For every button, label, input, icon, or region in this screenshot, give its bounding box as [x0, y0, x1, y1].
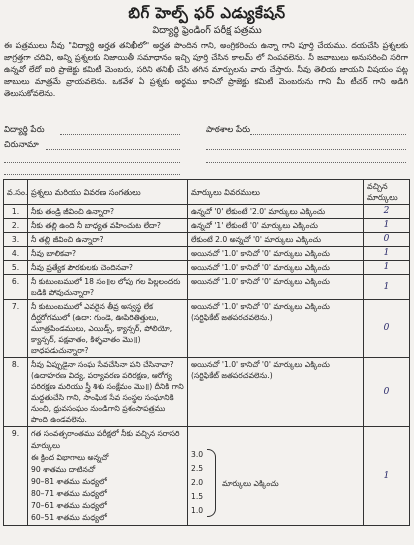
header-marks-obtained: వచ్చిన మార్కులు	[364, 180, 410, 205]
class-line	[206, 162, 406, 163]
grade-mark: 1.0	[191, 506, 204, 515]
table-row	[4, 219, 410, 233]
row-number: 7.	[4, 300, 28, 358]
header-question: ప్రశ్నలు మరియు వివరణ సంగతులు	[28, 180, 188, 205]
row-marks-value[interactable]: 1	[364, 275, 410, 300]
row-marks-value[interactable]: 0	[364, 300, 410, 358]
row-number: 3.	[4, 233, 28, 247]
row-marks-value[interactable]: 1	[364, 219, 410, 233]
row-marks-value[interactable]: 0	[364, 233, 410, 247]
table-row	[4, 247, 410, 261]
row-marks-rule: అయినచో '1.0' కానిచో '0' మార్కులు ఎక్కించు	[188, 261, 364, 275]
phone-line	[4, 174, 180, 175]
row-marks-rule: మార్కులు ఎక్కించు	[222, 478, 279, 488]
school-name-label: పాఠశాల పేరు	[206, 125, 251, 135]
grade-band: 90 శాతము దాటినచో	[31, 465, 96, 474]
school-name-line	[250, 134, 406, 135]
grade-band: 60–51 శాతము మధ్యలో	[31, 513, 107, 522]
grade-band: 90–81 శాతము మధ్యలో	[31, 477, 107, 486]
row-number: 4.	[4, 247, 28, 261]
row-marks-rule: ఉన్నచో '1' లేకుంటే '0' మార్కులు ఎక్కించు	[188, 219, 364, 233]
form-title: బిగ్ హెల్ప్ ఫర్ ఎడ్యుకేషన్	[128, 4, 286, 22]
row-marks-value[interactable]: 0	[364, 358, 410, 427]
row-marks-rule: అయినచో '1.0' కానిచో '0' మార్కులు ఎక్కించు	[188, 275, 364, 300]
row-question: నీవు ప్రత్యేక పౌరకులకు చెందినవా?	[28, 261, 188, 275]
village-line	[206, 149, 406, 150]
header-sn: వ.సం.	[4, 180, 28, 205]
row-marks-rule: లేకుంటే 2.0 అన్నచో '0' మార్కులు ఎక్కించు	[188, 233, 364, 247]
address-label: చిరునామా	[4, 140, 39, 150]
row-marks-rule: అయినచో '1.0' కానిచో '0' మార్కులు ఎక్కించు	[188, 247, 364, 261]
table-row	[4, 261, 410, 275]
row-marks-rule: ఉన్నచో '0' లేకుంటే '2.0' మార్కులు ఎక్కించు	[188, 205, 364, 219]
table-header-row	[4, 180, 410, 205]
row-marks-value[interactable]: 1	[364, 427, 410, 526]
grade-band: ఈ క్రింద విభాగాలు అన్నచో	[31, 453, 109, 462]
row-number: 1.	[4, 205, 28, 219]
row-marks-rule-grades	[188, 427, 364, 526]
grade-mark: 2.5	[191, 464, 204, 473]
grade-mark: 2.0	[191, 478, 204, 487]
table-row	[4, 233, 410, 247]
row-marks-value[interactable]: 1	[364, 261, 410, 275]
brace-bracket	[207, 449, 216, 517]
row-number: 8.	[4, 358, 28, 427]
form-subtitle: విద్యార్థి ఫ్రెండింగ్ పరీక్ష పత్రము	[152, 25, 262, 36]
row-question: నీ కుటుంబములో ఎవరైన తీవ్ర అస్వస్థ లేక దీర్ఘరోగములో (ఉదా: గుండె, ఊపిరితిత్తులు, మూత్రపిండములు, ఎయిడ్స్, క్యాన్సర్, పోలియో, క్యాన్సర్, పక్షవాతం, కిళ్ళవాతం మొ॥) బాధపడుచున్నారా?	[28, 300, 188, 358]
row-number: 9.	[4, 427, 28, 526]
row-question: నీకు తల్లి ఉంది నీ బాధ్యత వహించుట లేదా?	[28, 219, 188, 233]
row-question: నీ తల్లి జీవించి ఉన్నారా?	[28, 233, 188, 247]
row-question: నీ కుటుంబములో 18 సం॥ల లోపు గల పిల్లలందరు బడికి పోవుచున్నారా?	[28, 275, 188, 300]
table-row	[4, 300, 410, 358]
row-marks-rule: అయినచో '1.0' కానిచో '0' మార్కులు ఎక్కించు (సర్టిఫికేట్ జతపరచవలెను.)	[188, 300, 364, 358]
row-number: 5.	[4, 261, 28, 275]
row-question: నీవు ఏప్పుడైనా సంఘ సేవచేసినా పని చేసినావా? (ఉదాహరణ విద్య, పర్యావరణ పరిరక్షణ, ఆరోగ్య పరిరక్షణ మరియు స్త్రీ శిశు సంక్షేమం మొ॥) దీనికి గాని మద్దతుచేసి గాని, సాంఘిక సేవ సంస్థల సంఘానికి నుంచి, ధ్రువసంఘం నుండిగాని ప్రశంసాపత్రము పొంది ఉండవలెను.	[28, 358, 188, 427]
row-question: గత సంవత్సరాంతము పరీక్షలో నీకు వచ్చిన సరాసరి మార్కులు	[31, 429, 180, 450]
grade-mark-scale	[191, 448, 203, 518]
grade-mark: 1.5	[191, 492, 204, 501]
row-question: నీవు బాలికవా?	[28, 247, 188, 261]
table-row	[4, 275, 410, 300]
row-marks-value[interactable]: 1	[364, 247, 410, 261]
row-question: నీకు తండ్రి జీవించి ఉన్నారా?	[28, 205, 188, 219]
row-number: 2.	[4, 219, 28, 233]
instructions-paragraph: ఈ పత్రములు నీవు "విద్యార్థి అర్హత తనిఖీలో" అర్హత పొందిన గాని, అంగ్రికరించు ఉన్నా గాని పూర్తి చేయము. దయచేసి ప్రశ్నలకు జాగ్రత్తగా చదివి, అన్ని ప్రశ్నలకు నిజాయితీ సమాధానం ఇచ్చి పూర్తి చేసిన కాలమ్ లో నింపవలెను. నీ జవాబులు అనుసరించి సరిగా ఉన్నవో లేదో ఐరి ప్రాజెక్టు కమిటీ మెంబరు, సరిని తనిఖీ చేసి తగిన మార్పులను వారు చేస్తారు. నీవు తెలియ జాయని విషయం పట్ల జాబులు మాత్రమే వ్రాయవలెను. ఒకవేళ ఏ ప్రశ్నకు అర్థము కానిచో ప్రాజెక్టు కమిటీ మెంబరును గాని మీ టీచర్ గాని అడిగి తెలుసుకోవలెను.	[4, 41, 408, 98]
row-marks-rule: అయినచో '1.0' కానిచో '0' మార్కులు ఎక్కించు (సర్టిఫికేట్ జతపరచవలెను.)	[188, 358, 364, 427]
grade-band: 70–61 శాతము మధ్యలో	[31, 501, 107, 510]
grade-mark: 3.0	[191, 450, 204, 459]
grade-band: 80–71 శాతము మధ్యలో	[31, 489, 107, 498]
row-number: 6.	[4, 275, 28, 300]
table-row	[4, 205, 410, 219]
row-question-grades	[28, 427, 188, 526]
dob-line	[4, 162, 180, 163]
student-name-label: విద్యార్థి పేరు	[4, 125, 45, 135]
header-marks-detail: మార్కులు వివరములు	[188, 180, 364, 205]
row-marks-value[interactable]: 2	[364, 205, 410, 219]
student-name-line	[60, 134, 180, 135]
table-row	[4, 358, 410, 427]
table-row	[4, 427, 410, 526]
questions-table	[3, 179, 410, 526]
address-line	[46, 149, 180, 150]
